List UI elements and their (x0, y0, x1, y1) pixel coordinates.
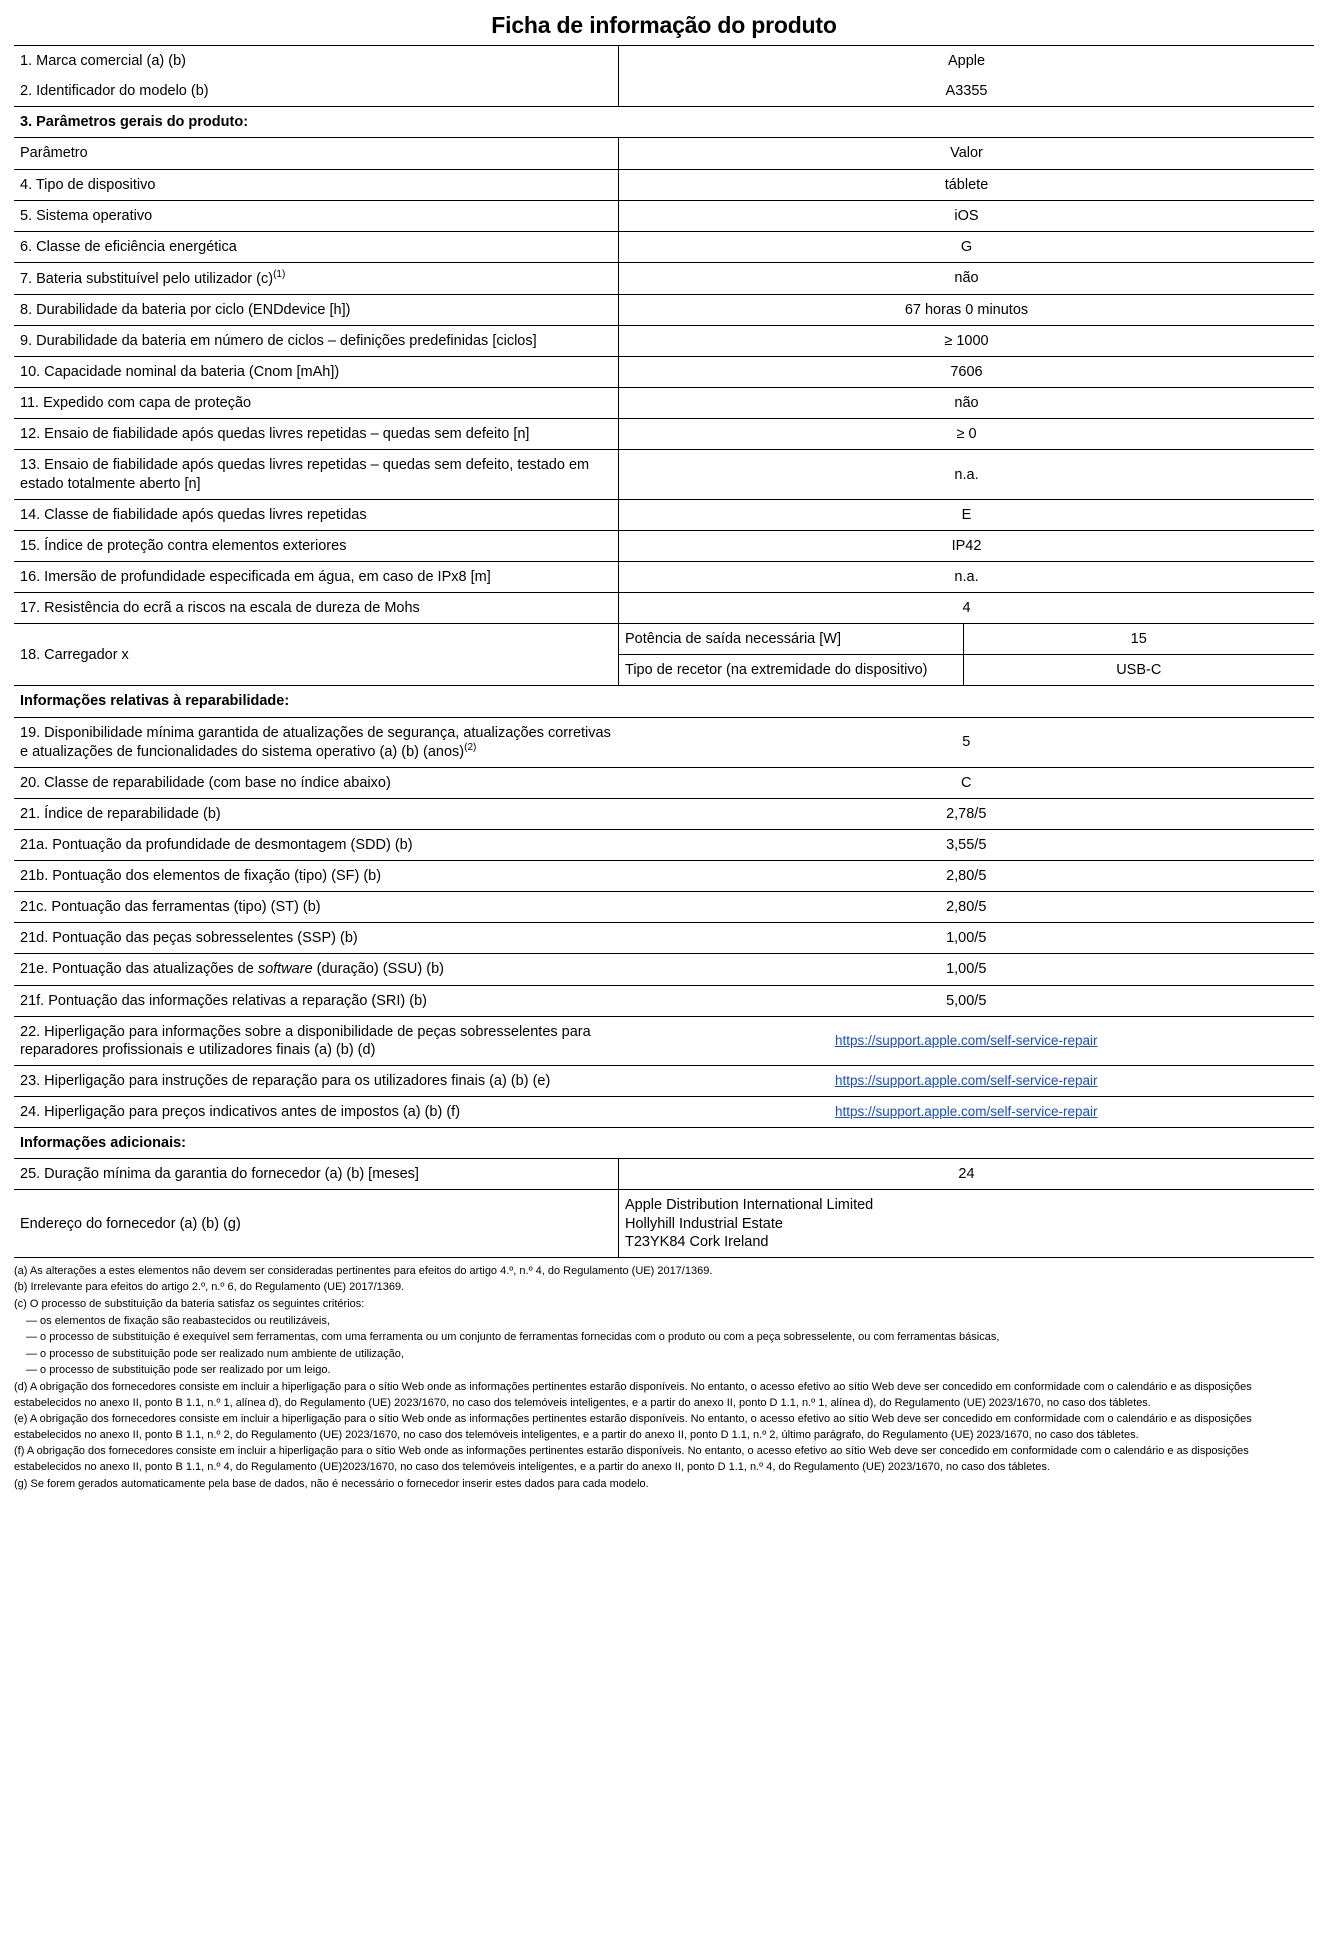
row-label: 21c. Pontuação das ferramentas (tipo) (ST) (b) (14, 892, 619, 923)
row-label: 11. Expedido com capa de proteção (14, 388, 619, 419)
table-row (14, 767, 1314, 798)
charger-sub-label: Tipo de recetor (na extremidade do dispositivo) (619, 655, 964, 686)
row-value: 2,80/5 (619, 892, 1315, 923)
charger-sub-value: USB-C (963, 655, 1314, 686)
row-label (14, 717, 619, 767)
row-label: 20. Classe de reparabilidade (com base no índice abaixo) (14, 767, 619, 798)
table-row-supplier-address (14, 1190, 1314, 1257)
row-label: 21f. Pontuação das informações relativas a reparação (SRI) (b) (14, 985, 619, 1016)
table-row (14, 985, 1314, 1016)
section-title: Informações relativas à reparabilidade: (14, 686, 1314, 717)
row-value: 5 (619, 717, 1315, 767)
row-value: G (619, 231, 1315, 262)
section-header-repair (14, 686, 1314, 717)
row-value: 3,55/5 (619, 829, 1315, 860)
table-row (14, 1159, 1314, 1190)
row-label: 8. Durabilidade da bateria por ciclo (ENDdevice [h]) (14, 294, 619, 325)
table-row (14, 1065, 1314, 1096)
row-value: 2,78/5 (619, 798, 1315, 829)
table-row (14, 530, 1314, 561)
table-row (14, 829, 1314, 860)
table-row (14, 76, 1314, 107)
row-value (619, 1016, 1315, 1065)
footnote-g: (g) Se forem gerados automaticamente pela base de dados, não é necessário o fornecedor inserir estes dados para cada modelo. (14, 1477, 649, 1490)
footnote-a: (a) As alterações a estes elementos não devem ser consideradas pertinentes para efeitos do artigo 4.º, n.º 4, do Regulamento (UE) 2017/1369. (14, 1264, 713, 1277)
table-row (14, 499, 1314, 530)
self-service-repair-link[interactable]: https://support.apple.com/self-service-repair (834, 1104, 1098, 1120)
table-row (14, 954, 1314, 985)
table-row (14, 200, 1314, 231)
row-value: C (619, 767, 1315, 798)
table-row (14, 798, 1314, 829)
table-row (14, 1097, 1314, 1128)
footnote-marker: (2) (464, 741, 477, 753)
row-value: n.a. (619, 561, 1315, 592)
row-value: 1,00/5 (619, 954, 1315, 985)
table-row (14, 717, 1314, 767)
table-row (14, 593, 1314, 624)
table-row (14, 388, 1314, 419)
row-label: 5. Sistema operativo (14, 200, 619, 231)
row-label: 12. Ensaio de fiabilidade após quedas livres repetidas – quedas sem defeito [n] (14, 419, 619, 450)
row-label: 18. Carregador x (14, 624, 619, 686)
charger-sub-value: 15 (963, 624, 1314, 655)
table-row (14, 561, 1314, 592)
address-line-3: T23YK84 Cork Ireland (625, 1233, 769, 1250)
row-label: 13. Ensaio de fiabilidade após quedas livres repetidas – quedas sem defeito, testado em estado totalmente aberto [n] (14, 450, 619, 499)
column-header-value: Valor (619, 138, 1315, 169)
row-value: 4 (619, 593, 1315, 624)
supplier-address (619, 1190, 1315, 1257)
row-label: 4. Tipo de dispositivo (14, 169, 619, 200)
row-label: 22. Hiperligação para informações sobre a disponibilidade de peças sobresselentes para reparadores profissionais e utilizadores finais (a) (b) (d) (14, 1016, 619, 1065)
row-label-text: 21e. Pontuação das atualizações de software (duração) (SSU) (b) (20, 961, 444, 978)
row-value: iOS (619, 200, 1315, 231)
row-value: E (619, 499, 1315, 530)
table-header-row (14, 138, 1314, 169)
charger-sub-label: Potência de saída necessária [W] (619, 624, 964, 655)
row-label: 21. Índice de reparabilidade (b) (14, 798, 619, 829)
row-label: 24. Hiperligação para preços indicativos antes de impostos (a) (b) (f) (14, 1097, 619, 1128)
footnote-f: (f) A obrigação dos fornecedores consiste em incluir a hiperligação para o sítio Web onde as informações pertinentes estarão disponíveis. No entanto, o acesso efetivo ao sítio Web deve ser concedido em conformidade com o calendário e as disposições estabelecidos no anexo II, ponto B 1.1, n.º 4, do Regulamento (UE)2023/1670, no caso dos telemóveis inteligentes, e a partir do anexo II, ponto D 1.1, n.º 4, do Regulamento (UE) 2023/1670, no caso dos tábletes. (14, 1445, 1249, 1474)
product-sheet-table (14, 45, 1314, 1258)
table-row (14, 46, 1314, 77)
table-row (14, 1016, 1314, 1065)
row-label (14, 262, 619, 294)
footnote-marker: (1) (273, 268, 286, 280)
row-label: 21d. Pontuação das peças sobresselentes (SSP) (b) (14, 923, 619, 954)
section-title: Informações adicionais: (14, 1128, 1314, 1159)
row-label: 23. Hiperligação para instruções de reparação para os utilizadores finais (a) (b) (e) (14, 1065, 619, 1096)
footnotes (14, 1264, 1314, 1493)
table-row (14, 325, 1314, 356)
row-value: n.a. (619, 450, 1315, 499)
row-label: 17. Resistência do ecrã a riscos na escala de dureza de Mohs (14, 593, 619, 624)
row-value: não (619, 262, 1315, 294)
row-value: táblete (619, 169, 1315, 200)
table-row (14, 861, 1314, 892)
table-row (14, 892, 1314, 923)
row-value: não (619, 388, 1315, 419)
table-row (14, 231, 1314, 262)
address-line-2: Hollyhill Industrial Estate (625, 1215, 783, 1232)
section-header-additional (14, 1128, 1314, 1159)
table-row (14, 357, 1314, 388)
row-value: 67 horas 0 minutos (619, 294, 1315, 325)
row-label-text: 7. Bateria substituível pelo utilizador (c) (20, 270, 274, 287)
row-value: IP42 (619, 530, 1315, 561)
row-value: ≥ 1000 (619, 325, 1315, 356)
footnote-d: (d) A obrigação dos fornecedores consiste em incluir a hiperligação para o sítio Web onde as informações pertinentes estarão disponíveis. No entanto, o acesso efetivo ao sítio Web deve ser concedido em conformidade com o calendário e as disposições estabelecidos no anexo II, ponto B 1.1, n.º 1, alínea d), do Regulamento (UE) 2023/1670, no caso dos telemóveis inteligentes, e a partir do anexo II, ponto D 1.1, n.º 1, alínea d), do Regulamento (UE) 2023/1670, no caso dos tábletes. (14, 1381, 1252, 1409)
footnote-c-item-4: — o processo de substituição pode ser realizado por um leigo. (26, 1364, 331, 1377)
address-line-1: Apple Distribution International Limited (625, 1197, 874, 1214)
row-label: 2. Identificador do modelo (b) (14, 76, 619, 107)
row-label: 9. Durabilidade da bateria em número de ciclos – definições predefinidas [ciclos] (14, 325, 619, 356)
row-value: 1,00/5 (619, 923, 1315, 954)
footnote-e: (e) A obrigação dos fornecedores consiste em incluir a hiperligação para o sítio Web onde as informações pertinentes estarão disponíveis. No entanto, o acesso efetivo ao sítio Web deve ser concedido em conformidade com o calendário e as disposições estabelecidos no anexo II, ponto B 1.1, n.º 2, do Regulamento (UE) 2023/1670, no caso dos telemóveis inteligentes, e a partir do anexo II, ponto D 1.1, n.º 2, último parágrafo, do Regulamento (UE) 2023/1670, no caso dos tábletes. (14, 1413, 1252, 1441)
table-row (14, 169, 1314, 200)
table-row (14, 262, 1314, 294)
column-header-parameter: Parâmetro (14, 138, 619, 169)
table-row (14, 419, 1314, 450)
row-label: 21a. Pontuação da profundidade de desmontagem (SDD) (b) (14, 829, 619, 860)
row-label: 15. Índice de proteção contra elementos exteriores (14, 530, 619, 561)
table-row-charger (14, 624, 1314, 655)
page-title: Ficha de informação do produto (491, 12, 837, 38)
row-value: ≥ 0 (619, 419, 1315, 450)
section-title: 3. Parâmetros gerais do produto: (14, 107, 1314, 138)
row-label: 6. Classe de eficiência energética (14, 231, 619, 262)
section-header-general (14, 107, 1314, 138)
row-label-text: 19. Disponibilidade mínima garantida de atualizações de segurança, atualizações corretivas e atualizações de funcionalidades do sistema operativo (a) (b) (anos) (20, 724, 611, 760)
row-label: 16. Imersão de profundidade especificada em água, em caso de IPx8 [m] (14, 561, 619, 592)
row-label (14, 954, 619, 985)
row-label: 10. Capacidade nominal da bateria (Cnom [mAh]) (14, 357, 619, 388)
footnote-c-item-1: — os elementos de fixação são reabastecidos ou reutilizáveis, (26, 1314, 330, 1327)
table-row (14, 450, 1314, 499)
row-value: 7606 (619, 357, 1315, 388)
row-label: 1. Marca comercial (a) (b) (14, 46, 619, 77)
row-value: 24 (619, 1159, 1315, 1190)
row-label: Endereço do fornecedor (a) (b) (g) (14, 1190, 619, 1257)
table-row (14, 294, 1314, 325)
row-value: 5,00/5 (619, 985, 1315, 1016)
self-service-repair-link[interactable]: https://support.apple.com/self-service-repair (834, 1072, 1098, 1088)
footnote-c: (c) O processo de substituição da bateria satisfaz os seguintes critérios: (14, 1298, 365, 1310)
self-service-repair-link[interactable]: https://support.apple.com/self-service-repair (834, 1032, 1098, 1048)
row-value (619, 1065, 1315, 1096)
row-label: 21b. Pontuação dos elementos de fixação (tipo) (SF) (b) (14, 861, 619, 892)
footnote-c-item-3: — o processo de substituição pode ser realizado num ambiente de utilização, (26, 1347, 404, 1360)
row-value: Apple (619, 46, 1315, 77)
row-value: A3355 (619, 76, 1315, 107)
row-label: 14. Classe de fiabilidade após quedas livres repetidas (14, 499, 619, 530)
footnote-b: (b) Irrelevante para efeitos do artigo 2.º, n.º 6, do Regulamento (UE) 2017/1369. (14, 1281, 405, 1294)
row-value: 2,80/5 (619, 861, 1315, 892)
row-label: 25. Duração mínima da garantia do fornecedor (a) (b) [meses] (14, 1159, 619, 1190)
table-row (14, 923, 1314, 954)
row-value (619, 1097, 1315, 1128)
footnote-c-item-2: — o processo de substituição é exequível sem ferramentas, com uma ferramenta ou um conjunto de ferramentas fornecidas com o produto ou com a peça sobresselente, ou com ferramentas básicas, (26, 1331, 1000, 1344)
